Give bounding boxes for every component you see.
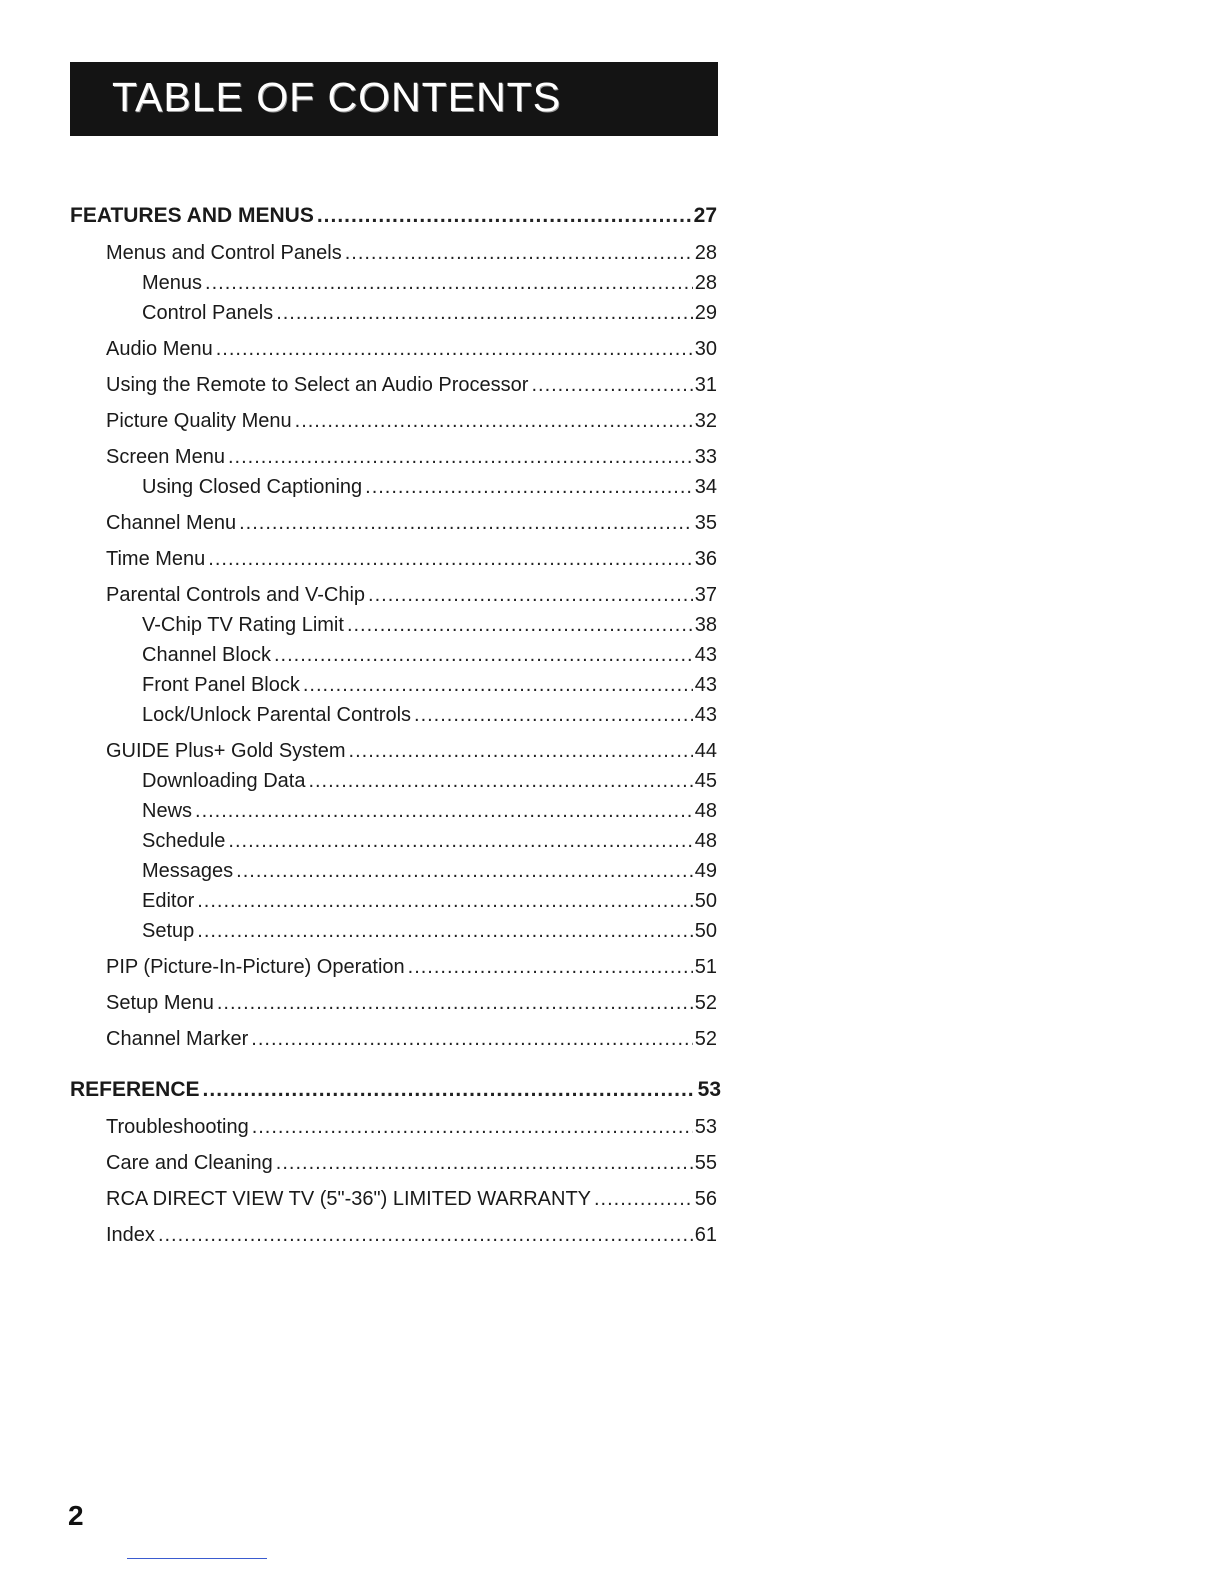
- leader-dots: [276, 1151, 693, 1175]
- toc-section-features-and-menus[interactable]: [70, 204, 717, 228]
- toc-entry[interactable]: [106, 1151, 717, 1175]
- toc-entry[interactable]: [106, 337, 717, 361]
- toc-entry[interactable]: [106, 1115, 717, 1139]
- leader-dots: [594, 1187, 693, 1211]
- toc-section-title: REFERENCE: [70, 1078, 200, 1101]
- toc-entry[interactable]: [106, 955, 717, 979]
- toc-entry[interactable]: [142, 301, 717, 325]
- toc-entry-label: Menus: [142, 272, 203, 294]
- toc-entry-label: Schedule: [142, 830, 226, 852]
- toc-entry[interactable]: [106, 445, 717, 469]
- toc-entry-label: Menus and Control Panels: [106, 242, 342, 264]
- toc-entry[interactable]: [106, 241, 717, 265]
- leader-dots: [228, 445, 693, 469]
- toc-page-number: 35: [694, 512, 717, 534]
- toc-entry-label: Lock/Unlock Parental Controls: [142, 704, 412, 726]
- leader-dots: [408, 955, 693, 979]
- leader-dots: [368, 583, 693, 607]
- leader-dots: [195, 799, 693, 823]
- leader-dots: [295, 409, 693, 433]
- toc-entry-label: Troubleshooting: [106, 1116, 249, 1138]
- leader-dots: [236, 859, 693, 883]
- toc-page-number: 33: [694, 446, 717, 468]
- leader-dots: [276, 301, 693, 325]
- toc-entry-label: Picture Quality Menu: [106, 410, 292, 432]
- toc-entry[interactable]: [106, 373, 717, 397]
- toc-entry-label: Setup: [142, 920, 195, 942]
- toc-entry[interactable]: [142, 475, 717, 499]
- toc-page-number: 49: [694, 860, 717, 882]
- toc-page-number: 37: [694, 584, 717, 606]
- toc-page-number: 36: [694, 548, 717, 570]
- toc-entry-label: Parental Controls and V-Chip: [106, 584, 366, 606]
- toc-entry[interactable]: [142, 889, 717, 913]
- toc-page-number: 51: [694, 956, 717, 978]
- leader-dots: [208, 547, 692, 571]
- toc-entry[interactable]: [142, 703, 717, 727]
- toc-entry[interactable]: [142, 799, 717, 823]
- toc-entry[interactable]: [106, 1187, 717, 1211]
- leader-dots: [531, 373, 692, 397]
- toc-entry[interactable]: [142, 859, 717, 883]
- leader-dots: [239, 511, 693, 535]
- toc-page-number: 43: [694, 644, 717, 666]
- toc-entry-label: Channel Block: [142, 644, 271, 666]
- toc-entry[interactable]: [142, 919, 717, 943]
- leader-dots: [308, 769, 692, 793]
- toc-entry-label: Channel Menu: [106, 512, 237, 534]
- toc-page-number: 56: [694, 1188, 717, 1210]
- toc-entry-label: Setup Menu: [106, 992, 214, 1014]
- toc-entry[interactable]: [142, 769, 717, 793]
- leader-dots: [228, 829, 692, 853]
- toc-entry-label: Index: [106, 1224, 155, 1246]
- toc-entry[interactable]: [106, 583, 717, 607]
- page-number: 2: [68, 1500, 84, 1531]
- toc-page-number: 55: [694, 1152, 717, 1174]
- toc-entry-label: Downloading Data: [142, 770, 306, 792]
- toc-page-number: 52: [694, 1028, 717, 1050]
- leader-dots: [349, 739, 693, 763]
- toc-page-number: 53: [694, 1116, 717, 1138]
- leader-dots: [365, 475, 693, 499]
- toc-page-number: 52: [694, 992, 717, 1014]
- toc-entry-label: News: [142, 800, 193, 822]
- toc-section-reference[interactable]: [70, 1078, 721, 1102]
- leader-dots: [216, 337, 693, 361]
- toc-entry[interactable]: [106, 991, 717, 1015]
- toc-entry[interactable]: [106, 739, 717, 763]
- toc-entry-label: Using Closed Captioning: [142, 476, 363, 498]
- toc-page-number: 34: [694, 476, 717, 498]
- toc-entry-label: Messages: [142, 860, 234, 882]
- toc-page-number: 28: [694, 242, 717, 264]
- toc-page-number: 50: [694, 920, 717, 942]
- toc-page-number: 44: [694, 740, 717, 762]
- leader-dots: [317, 204, 692, 228]
- leader-dots: [158, 1223, 693, 1247]
- toc-page-number: 50: [694, 890, 717, 912]
- leader-dots: [345, 241, 693, 265]
- leader-dots: [252, 1115, 693, 1139]
- toc-entry-label: PIP (Picture-In-Picture) Operation: [106, 956, 405, 978]
- leader-dots: [203, 1078, 696, 1102]
- leader-dots: [205, 271, 693, 295]
- toc-entry[interactable]: [106, 1223, 717, 1247]
- toc-section-title: FEATURES AND MENUS: [70, 204, 314, 227]
- toc-entry[interactable]: [106, 547, 717, 571]
- toc-entry-label: Using the Remote to Select an Audio Processor: [106, 374, 529, 396]
- toc-entry-label: Screen Menu: [106, 446, 225, 468]
- toc-page-number: 29: [694, 302, 717, 324]
- toc-entry-label: Control Panels: [142, 302, 274, 324]
- toc-entry-label: Channel Marker: [106, 1028, 249, 1050]
- toc-entry-label: GUIDE Plus+ Gold System: [106, 740, 346, 762]
- toc-entry[interactable]: [142, 613, 717, 637]
- toc-entry[interactable]: [106, 511, 717, 535]
- toc-page-number: 53: [697, 1078, 721, 1101]
- leader-dots: [414, 703, 693, 727]
- toc-page-number: 48: [694, 830, 717, 852]
- toc-entry-label: Time Menu: [106, 548, 206, 570]
- toc-page-number: 45: [694, 770, 717, 792]
- toc-entry-label: V-Chip TV Rating Limit: [142, 614, 344, 636]
- toc-entry-label: Editor: [142, 890, 195, 912]
- toc-entry[interactable]: [142, 829, 717, 853]
- toc-page-number: 27: [693, 204, 717, 227]
- toc-page-number: 43: [694, 704, 717, 726]
- toc-page-number: 43: [694, 674, 717, 696]
- leader-dots: [197, 919, 692, 943]
- toc-page-number: 38: [694, 614, 717, 636]
- toc-page-number: 30: [694, 338, 717, 360]
- page-title: TABLE OF CONTENTS: [112, 74, 562, 120]
- toc-page-number: 61: [694, 1224, 717, 1246]
- leader-dots: [251, 1027, 692, 1051]
- leader-dots: [303, 673, 693, 697]
- toc-entry[interactable]: [142, 673, 717, 697]
- leader-dots: [347, 613, 693, 637]
- toc-entry[interactable]: [106, 1027, 717, 1051]
- toc-entry[interactable]: [142, 643, 717, 667]
- toc-page-number: 31: [694, 374, 717, 396]
- toc-entry-label: RCA DIRECT VIEW TV (5"-36") LIMITED WARRANTY: [106, 1188, 591, 1210]
- leader-dots: [197, 889, 693, 913]
- toc-page-number: 28: [694, 272, 717, 294]
- toc-entry[interactable]: [106, 409, 717, 433]
- toc-page-number: 48: [694, 800, 717, 822]
- toc-entry-label: Front Panel Block: [142, 674, 300, 696]
- leader-dots: [217, 991, 693, 1015]
- toc-entry-label: Care and Cleaning: [106, 1152, 273, 1174]
- leader-dots: [274, 643, 693, 667]
- toc-page-number: 32: [694, 410, 717, 432]
- toc-entry-label: Audio Menu: [106, 338, 213, 360]
- bottom-rule: [127, 1558, 267, 1559]
- toc-entry[interactable]: [142, 271, 717, 295]
